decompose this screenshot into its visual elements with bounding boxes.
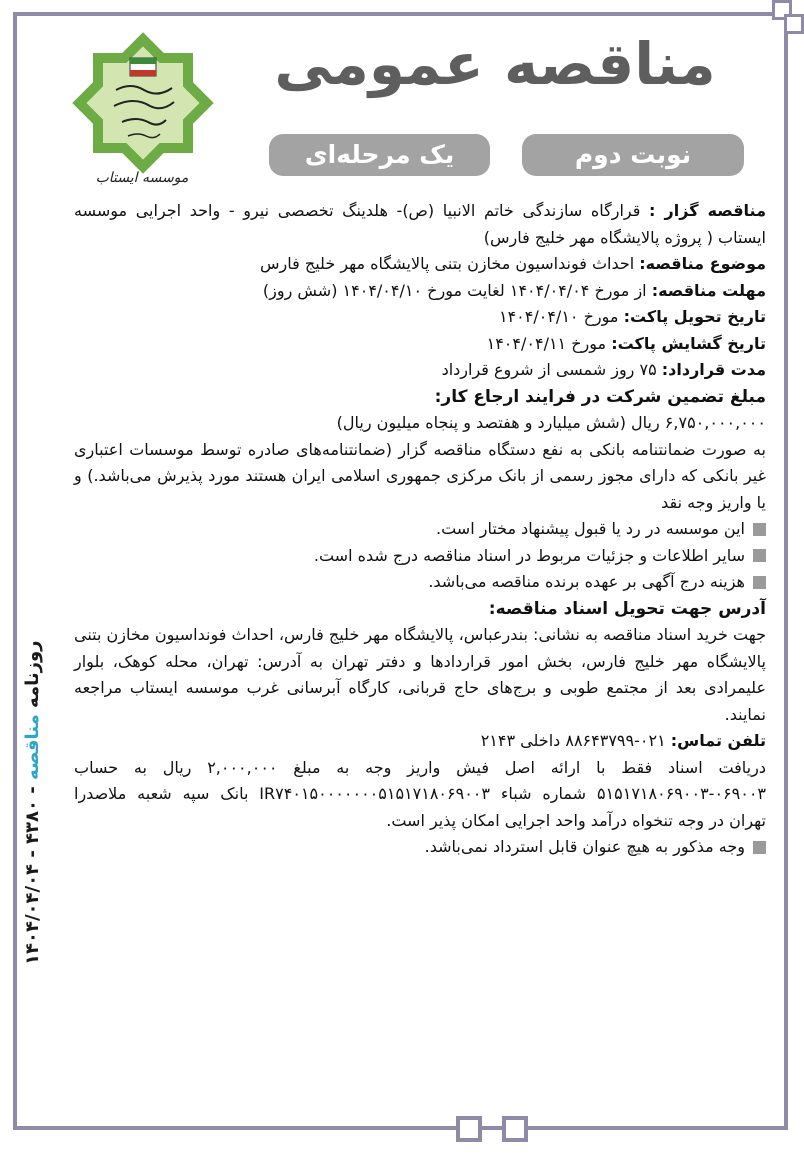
bullet-text: سایر اطلاعات و جزئیات مربوط در اسناد مناقصه درج شده است. — [313, 545, 745, 565]
bullet-square-icon — [753, 576, 766, 589]
deadline-line — [74, 278, 766, 305]
bottom-square — [456, 1116, 482, 1142]
phone-value: ۰۲۱-۸۸۶۴۳۷۹۹ داخلی ۲۱۴۳ — [480, 731, 666, 750]
opening-label: تاریخ گشایش پاکت: — [611, 333, 766, 353]
page-title: مناقصه عمومی — [274, 30, 716, 98]
phone-label: تلفن تماس: — [670, 731, 766, 750]
side-issue: - ۴۳۸۰ - ۱۴۰۴/۰۴/۰۴ — [22, 786, 43, 965]
duration-label: مدت قرارداد: — [661, 360, 766, 379]
delivery-line — [74, 304, 766, 331]
opening-value: مورخ ۱۴۰۴/۰۴/۱۱ — [486, 333, 607, 353]
delivery-value: مورخ ۱۴۰۴/۰۴/۱۰ — [498, 307, 619, 326]
guarantee-text: به صورت ضمانتنامه بانکی به نفع دستگاه مناقصه گزار (ضمانتنامه‌های صادره توسط موسسات اعتباری غیر بانکی که دارای مجوز رسمی از بانک مرکزی جمهوری اسلامی ایران هستند مورد پذیرش می‌باشد.) و یا واریز وجه نقد — [74, 439, 766, 512]
subject-label: موضوع مناقصه: — [639, 254, 766, 273]
side-brand: مناقصه — [22, 714, 43, 780]
address-heading: آدرس جهت تحویل اسناد مناقصه: — [488, 598, 766, 619]
bullet-square-icon — [753, 523, 766, 536]
deadline-value: از مورخ ۱۴۰۴/۰۴/۰۴ لغایت مورخ ۱۴۰۴/۰۴/۱۰ (شش روز) — [262, 280, 647, 300]
bottom-square — [502, 1116, 528, 1142]
logo-caption: موسسه ایستاب — [95, 170, 189, 186]
duration-line — [74, 357, 766, 384]
guarantee-amount: ۶,۷۵۰,۰۰۰,۰۰۰ ریال (شش میلیارد و هفتصد و پنجاه میلیون ریال) — [336, 413, 766, 432]
corner-square — [784, 14, 804, 34]
bullet-item — [74, 516, 766, 543]
bullet-text: هزینه درج آگهی بر عهده برنده مناقصه می‌باشد. — [428, 572, 745, 591]
subject-line — [74, 251, 766, 278]
deadline-label: مهلت مناقصه: — [651, 280, 766, 300]
bullet-text: این موسسه در رد یا قبول پیشنهاد مختار است. — [436, 519, 745, 538]
phone-line — [74, 728, 766, 755]
delivery-label: تاریخ تحویل پاکت: — [623, 307, 766, 326]
stage-badge: یک مرحله‌ای — [269, 134, 490, 176]
round-badge: نوبت دوم — [522, 134, 744, 176]
tenderer-value: قرارگاه سازندگی خاتم الانبیا (ص)- هلدینگ تخصصی نیرو - واحد اجرایی موسسه ایستاب ( پروژه پالایشگاه مهر خلیج فارس) — [74, 201, 766, 247]
side-prefix: روزنامه — [22, 640, 43, 708]
duration-value: ۷۵ روز شمسی از شروع قرارداد — [441, 360, 657, 379]
opening-line — [74, 331, 766, 358]
side-strip — [22, 640, 43, 965]
bullet-square-icon — [753, 549, 766, 562]
address-text: جهت خرید اسناد مناقصه به نشانی: بندرعباس، پالایشگاه مهر خلیج فارس، احداث فونداسیون مخازن بتنی پالایشگاه مهر خلیج فارس، بخش امور قراردادها و دفتر تهران به آدرس: تهران، محله کوهک، بلوار علیمرادی بعد از مجتمع طوبی و برج‌های حاج قربانی، کارگاه آبرسانی غرب موسسه ایستاب مراجعه نمایند. — [74, 625, 766, 724]
bullet-item — [74, 543, 766, 570]
tenderer-line — [74, 198, 766, 251]
bullet-item — [74, 569, 766, 596]
subject-value: احداث فونداسیون مخازن بتنی پالایشگاه مهر خلیج فارس — [260, 254, 635, 273]
notice-body — [74, 198, 766, 861]
bullet-item — [74, 834, 766, 861]
final-note: وجه مذکور به هیچ عنوان قابل استرداد نمی‌باشد. — [424, 837, 745, 856]
bullet-square-icon — [753, 841, 766, 854]
tenderer-label: مناقصه گزار : — [649, 201, 766, 220]
logo-emblem — [68, 28, 218, 178]
payment-text: دریافت اسناد فقط با ارائه اصل فیش واریز وجه به مبلغ ۲,۰۰۰,۰۰۰ ریال به حساب ۰۶۹۰۰۳-۵۱۵۱۷۱۸۰۶۹۰۰۳ شماره شباء IR۷۴۰۱۵۰۰۰۰۰۰۰۵۱۵۱۷۱۸۰۶۹۰۰۳ بانک سپه شعبه ملاصدرا تهران در وجه تنخواه درآمد واحد اجرایی امکان پذیر است. — [74, 757, 767, 830]
guarantee-heading: مبلغ تضمین شرکت در فرایند ارجاع کار: — [434, 386, 766, 407]
